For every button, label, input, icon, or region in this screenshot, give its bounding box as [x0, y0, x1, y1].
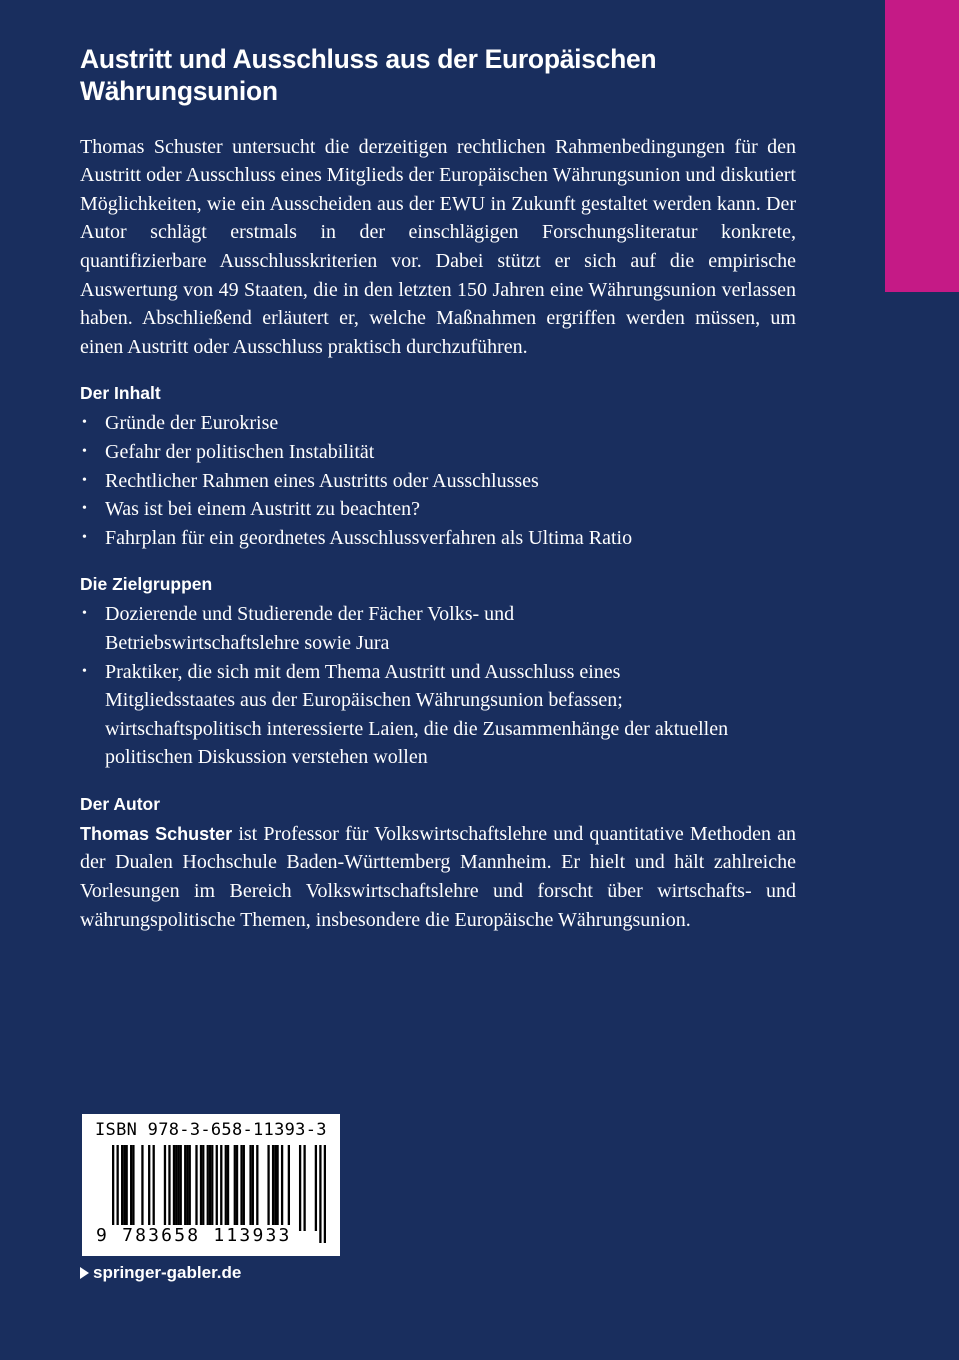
barcode-bar: [202, 1145, 204, 1231]
accent-bar: [885, 0, 959, 292]
barcode-bar: [126, 1145, 128, 1231]
barcode-bar: [249, 1145, 251, 1231]
barcode-bar: [243, 1145, 245, 1231]
list-item-text: Gefahr der politischen Instabilität: [105, 440, 375, 463]
barcode-bar: [303, 1145, 305, 1231]
barcode-bar: [236, 1145, 238, 1231]
bullet-icon: •: [82, 415, 87, 431]
barcode-bar: [227, 1145, 229, 1231]
isbn-label: ISBN 978-3-658-11393-3: [95, 1120, 327, 1140]
barcode-bar: [324, 1145, 326, 1243]
list-item: [80, 467, 796, 496]
audience-list: [80, 600, 796, 772]
ean-digits-text: 9 783658 113933: [96, 1225, 292, 1246]
barcode-bar: [267, 1145, 269, 1231]
barcode-bar: [211, 1145, 213, 1231]
bullet-icon: •: [82, 529, 87, 545]
barcode-bar: [299, 1145, 301, 1231]
book-title: Austritt und Ausschluss aus der Europäischen Währungsunion: [80, 44, 657, 106]
barcode-bar: [319, 1145, 321, 1243]
barcode-bar: [195, 1145, 197, 1231]
barcode-bar: [252, 1145, 254, 1231]
barcode-bar: [132, 1145, 134, 1231]
barcode-bar: [200, 1145, 202, 1231]
audience-heading: Die Zielgruppen: [80, 574, 213, 595]
intro-paragraph: Thomas Schuster untersucht die derzeitigen rechtlichen Rahmenbedingungen für den Austritt oder Ausschluss eines Mitglieds der Europäischen Währungsunion und diskutiert Möglichkeiten, wie ein Ausscheiden aus der EWU in Zukunft gestaltet werden kann. Der Autor schlägt erstmals in der einschlägigen Forschungsliteratur konkrete, quantifizierbare Ausschlusskriterien vor. Dabei stützt er sich auf die empirische Auswertung von 49 Staaten, die in den letzten 150 Jahren eine Währungsunion verlassen haben. Abschließend erläutert er, welche Maßnahmen ergriffen werden müssen, um einen Austritt oder Ausschluss praktisch durchzuführen.: [80, 135, 796, 358]
barcode-bar: [168, 1145, 170, 1231]
barcode-bar: [153, 1145, 155, 1231]
list-item: [80, 495, 796, 524]
barcode-bar: [315, 1145, 317, 1231]
bullet-icon: •: [82, 606, 87, 622]
barcode-bar: [123, 1145, 125, 1231]
author-bio-text: ist Professor für Volkswirtschaftslehre und quantitative Methoden an der Dualen Hochschule Baden-Württemberg Mannheim. Er hielt und hält zahlreiche Vorlesungen im Bereich Volkswirtschaftslehre und forscht über wirtschafts- und währungspolitische Themen, insbesondere die Europäische Währungsunion.: [80, 822, 797, 931]
barcode-bar: [288, 1145, 290, 1231]
barcode-bar: [148, 1145, 150, 1231]
barcode-bar: [207, 1145, 209, 1231]
bullet-icon: •: [82, 501, 87, 517]
list-item: [80, 438, 796, 467]
list-item: [80, 600, 565, 657]
isbn-barcode: [82, 1114, 340, 1256]
publisher-link[interactable]: [80, 1263, 241, 1283]
bullet-icon: •: [82, 663, 87, 679]
barcode-bar: [180, 1145, 182, 1231]
contents-list: [80, 409, 796, 552]
author-bio: [80, 820, 796, 934]
list-item: [80, 658, 745, 772]
barcode-bar: [164, 1145, 166, 1231]
list-item-text: Praktiker, die sich mit dem Thema Austritt und Ausschluss eines Mitgliedsstaates aus der Europäischen Währungsunion befassen; wirtschaftspolitisch interessierte Laien, die die Zusammenhänge der aktuellen politischen Diskussion verstehen wollen: [105, 660, 729, 769]
list-item-text: Gründe der Eurokrise: [105, 412, 279, 435]
barcode-bar: [274, 1145, 276, 1231]
bullet-icon: •: [82, 472, 87, 488]
barcode-bar: [276, 1145, 278, 1231]
contents-heading: Der Inhalt: [80, 383, 161, 404]
barcode-bar: [256, 1145, 258, 1231]
barcode-bar: [177, 1145, 179, 1231]
publisher-url: springer-gabler.de: [93, 1263, 242, 1282]
barcode-bar: [209, 1145, 211, 1231]
barcode-bar: [173, 1145, 175, 1231]
bullet-icon: •: [82, 443, 87, 459]
list-item: [80, 409, 796, 438]
list-item-text: Fahrplan für ein geordnetes Ausschlussverfahren als Ultima Ratio: [105, 526, 633, 549]
barcode-bar: [175, 1145, 177, 1231]
barcode-bar: [189, 1145, 191, 1231]
barcode-bar: [184, 1145, 186, 1231]
barcode-bar: [272, 1145, 274, 1231]
barcode-bar: [281, 1145, 283, 1231]
barcode-bar: [121, 1145, 123, 1231]
barcode-bar: [141, 1145, 143, 1231]
barcode-bar: [240, 1145, 242, 1231]
list-item-text: Rechtlicher Rahmen eines Austritts oder Ausschlusses: [105, 469, 539, 492]
back-cover-content: [80, 44, 796, 934]
arrow-right-icon: [80, 1267, 89, 1279]
author-heading: Der Autor: [80, 793, 161, 814]
list-item-text: Was ist bei einem Austritt zu beachten?: [105, 498, 420, 521]
ean-digits: [96, 1225, 292, 1246]
barcode-bar: [186, 1145, 188, 1231]
barcode-bar: [130, 1145, 132, 1231]
author-name: Thomas Schuster: [80, 823, 233, 844]
barcode-bar: [225, 1145, 227, 1231]
list-item: [80, 524, 796, 553]
list-item-text: Dozierende und Studierende der Fächer Volks- und Betriebswirtschaftslehre sowie Jura: [105, 603, 515, 654]
barcode-bar: [234, 1145, 236, 1231]
